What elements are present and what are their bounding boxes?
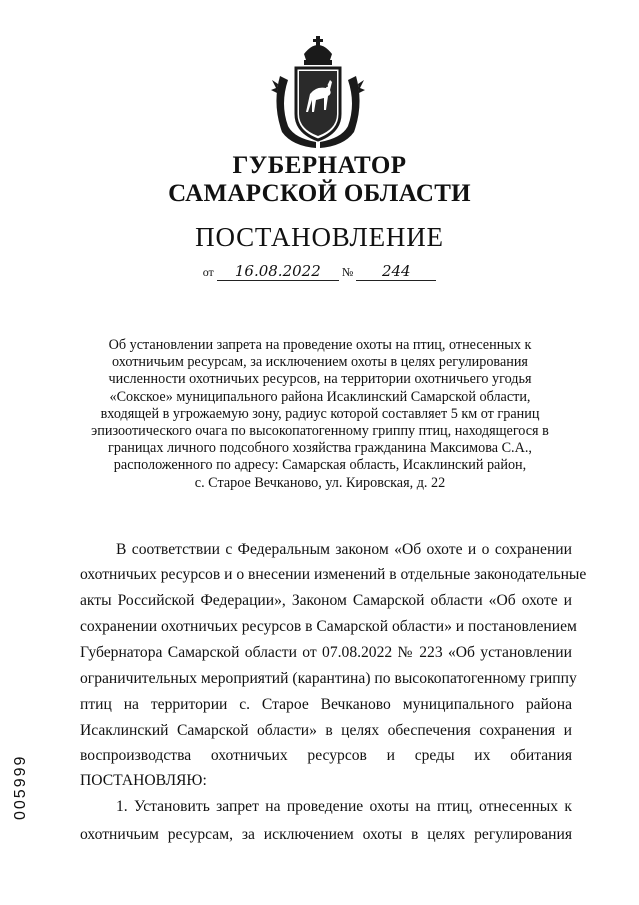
region-title: САМАРСКОЙ ОБЛАСТИ — [168, 180, 471, 207]
body-line: Губернатора Самарской области от 07.08.2022 № 223 «Об установлении — [80, 644, 572, 661]
body-line: ограничительных мероприятий (карантина) по высокопатогенному гриппу — [80, 670, 577, 687]
date-number-line — [0, 262, 639, 281]
coat-of-arms-emblem — [270, 34, 366, 150]
subject-line: «Сокское» муниципального района Исаклинский Самарской области, — [109, 388, 531, 405]
governor-title: ГУБЕРНАТОР — [232, 152, 407, 179]
handwritten-date: 16.08.2022 — [217, 262, 339, 281]
body-line: охотничьим ресурсам, за исключением охоты в целях регулирования — [80, 826, 572, 843]
subject-line: Об установлении запрета на проведение охоты на птиц, отнесенных к — [108, 337, 532, 353]
subject-line: охотничьим ресурсам, за исключением охоты в целях регулирования — [112, 354, 528, 371]
body-line: птиц на территории с. Старое Вечканово муниципального района — [80, 696, 572, 713]
subject-line: численности охотничьих ресурсов, на территории охотничьего угодья — [108, 371, 532, 388]
body-line: В соответствии с Федеральным законом «Об охоте и о сохранении — [116, 541, 572, 558]
subject-line: эпизоотического очага по высокопатогенному гриппу птиц, находящегося в — [91, 423, 549, 440]
date-prefix: от — [202, 265, 214, 279]
document-type: ПОСТАНОВЛЕНИЕ — [195, 222, 444, 252]
subject-block — [40, 337, 600, 492]
decree-word: ПОСТАНОВЛЯЮ: — [80, 772, 207, 789]
number-prefix: № — [341, 265, 354, 279]
subject-line: с. Старое Вечканово, ул. Кировская, д. 22 — [194, 474, 446, 491]
handwritten-number: 244 — [356, 262, 436, 281]
subject-line: границах личного подсобного хозяйства гражданина Максимова С.А., — [108, 440, 532, 457]
body-line: охотничьих ресурсов и о внесении изменений в отдельные законодательные — [80, 566, 587, 583]
subject-line: расположенного по адресу: Самарская область, Исаклинский район, — [113, 457, 527, 474]
body-line: воспроизводства охотничьих ресурсов и среды их обитания — [80, 747, 572, 764]
subject-line: входящей в угрожаемую зону, радиус которой составляет 5 км от границ — [100, 405, 540, 422]
body-line: 1. Установить запрет на проведение охоты на птиц, отнесенных к — [116, 798, 572, 815]
body-line: акты Российской Федерации», Законом Самарской области «Об охоте и — [80, 592, 572, 609]
body-line: Исаклинский Самарской области» в целях обеспечения сохранения и — [80, 722, 572, 739]
body-line: сохранении охотничьих ресурсов в Самарской области» и постановлением — [80, 618, 577, 635]
side-registration-code: 005999 — [12, 754, 29, 820]
